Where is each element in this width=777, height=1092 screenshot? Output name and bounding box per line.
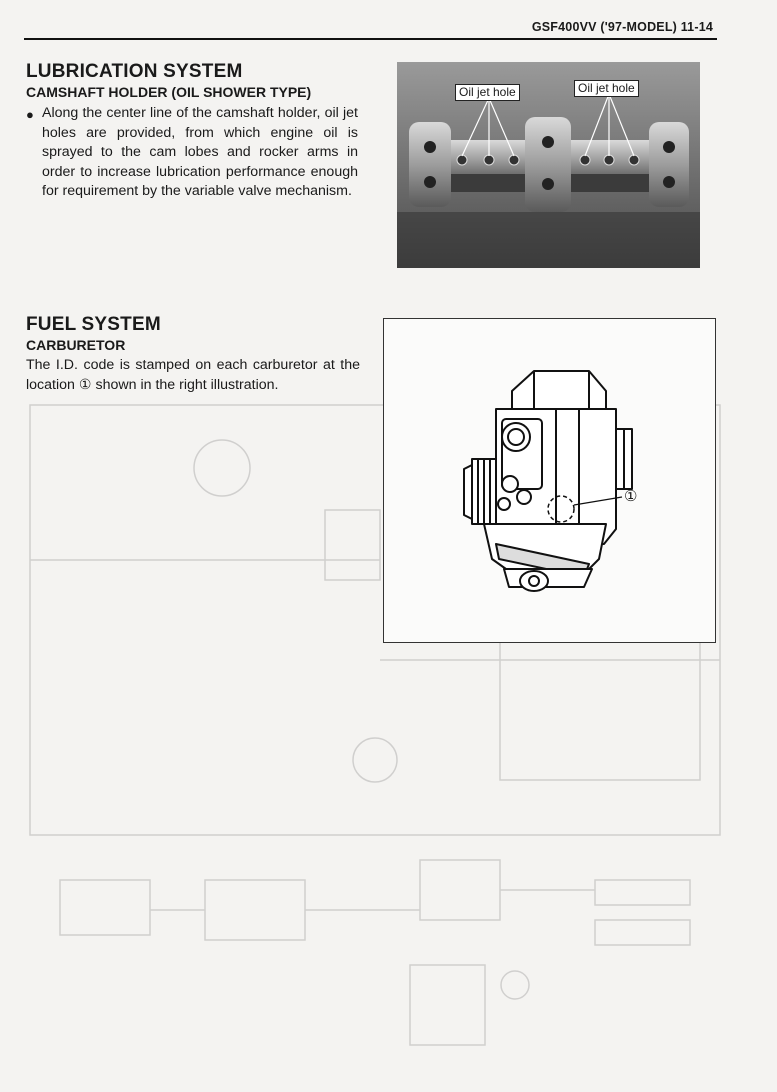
carburetor-drawing <box>384 319 715 642</box>
fuel-system-title: FUEL SYSTEM <box>26 314 161 335</box>
header-rule <box>24 38 717 40</box>
oil-jet-hole-label-right: Oil jet hole <box>574 80 639 97</box>
lubrication-title: LUBRICATION SYSTEM <box>26 61 243 82</box>
bullet-icon: ● <box>26 107 34 122</box>
page-header: GSF400VV ('97-MODEL) 11-14 <box>531 20 713 34</box>
camshaft-holder-photo <box>397 62 700 268</box>
carburetor-paragraph: The I.D. code is stamped on each carburetor at the location ① shown in the right illustration. <box>26 357 360 393</box>
carburetor-illustration <box>383 318 716 643</box>
lubrication-subtitle: CAMSHAFT HOLDER (OIL SHOWER TYPE) <box>26 84 312 100</box>
camshaft-holder-image <box>397 62 700 268</box>
location-marker-label: ① <box>624 488 638 505</box>
lubrication-paragraph: Along the center line of the camshaft holder, oil jet holes are provided, from which engine oil is sprayed to the cam lobes and rocker arms in order to increase lubrication performance enough for requirement by the variable valve mechanism. <box>42 105 358 199</box>
oil-jet-hole-label-left: Oil jet hole <box>455 84 520 101</box>
carburetor-subtitle: CARBURETOR <box>26 337 126 353</box>
